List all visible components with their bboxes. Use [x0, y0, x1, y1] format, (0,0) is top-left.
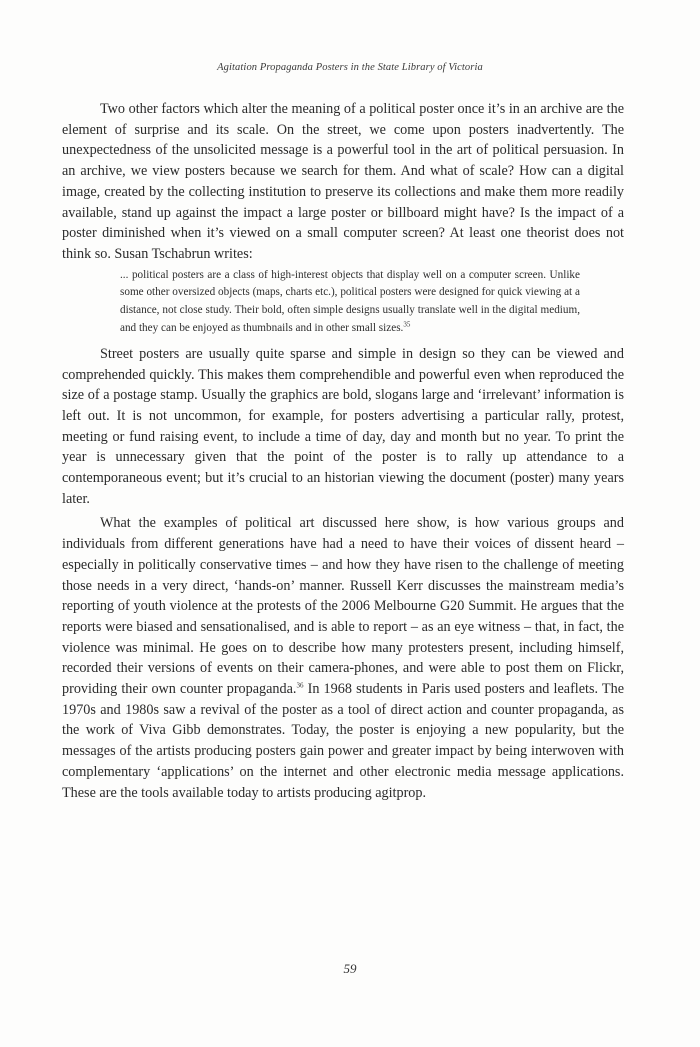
block-quote-text: ... political posters are a class of high-interest objects that display well on a computer screen. Unlike some other oversized objects (maps, charts etc.), political posters were designed for quick viewing at a distance, not close study. Their bold, often simple designs usually translate well in the digital medium, and they can be enjoyed as thumbnails and in other small sizes. [120, 268, 580, 335]
body-text [62, 99, 624, 803]
running-head: Agitation Propaganda Posters in the State Library of Victoria [217, 62, 483, 73]
footnote-ref-35: 35 [403, 320, 411, 329]
footnote-ref-36: 36 [296, 681, 304, 690]
paragraph-3-part-a: What the examples of political art discussed here show, is how various groups and individuals from different generations have had a need to have their voices of dissent heard – especially in politically conservative times – and how they have risen to the challenge of meeting those needs in a very direct, ‘hands-on’ manner. Russell Kerr discusses the mainstream media’s reporting of youth violence at the protests of the 2006 Melbourne G20 Summit. He argues that the reports were biased and sensationalised, and is able to report – as an eye witness – that, in fact, the violence was minimal. He goes on to describe how many protesters present, including himself, recorded their versions of events on their camera-phones, and were able to post them on Flickr, providing their own counter propaganda. [62, 515, 624, 698]
paragraph-2: Street posters are usually quite sparse and simple in design so they can be viewed and comprehended quickly. This makes them comprehendible and powerful even when reproduced the size of a postage stamp. Usually the graphics are bold, slogans large and ‘irrelevant’ information is left out. It is not uncommon, for example, for posters advertising a particular rally, protest, meeting or fund raising event, to include a time of day, day and month but no year. To print the year is unnecessary given that the point of the poster is to rally up attendance to a contemporaneous event; but it’s crucial to an historian viewing the document (poster) many years later. [62, 345, 624, 507]
paragraph-1: Two other factors which alter the meaning of a political poster once it’s in an archive are the element of surprise and its scale. On the street, we come upon posters inadvertently. The unexpectedness of the unsolicited message is a powerful tool in the art of political persuasion. In an archive, we view posters because we search for them. And what of scale? How can a digital image, created by the collecting institution to preserve its collections and make them more readily available, stand up against the impact a large poster or billboard might have? Is the impact of a poster diminished when it’s viewed on a small computer screen? At least one theorist does not think so. Susan Tschabrun writes: [62, 101, 624, 262]
paragraph-3-part-b: In 1968 students in Paris used posters and leaflets. The 1970s and 1980s saw a revival of the poster as a tool of direct action and counter propaganda, as the work of Viva Gibb demonstrates. Today, the poster is enjoying a new popularity, but the messages of the artists producing posters gain power and greater impact by being interwoven with complementary ‘applications’ on the internet and other electronic media message applications. These are the tools available today to artists producing agitprop. [62, 681, 624, 801]
paragraph-3 [62, 513, 624, 803]
page-number: 59 [343, 961, 357, 976]
block-quote [120, 267, 580, 338]
